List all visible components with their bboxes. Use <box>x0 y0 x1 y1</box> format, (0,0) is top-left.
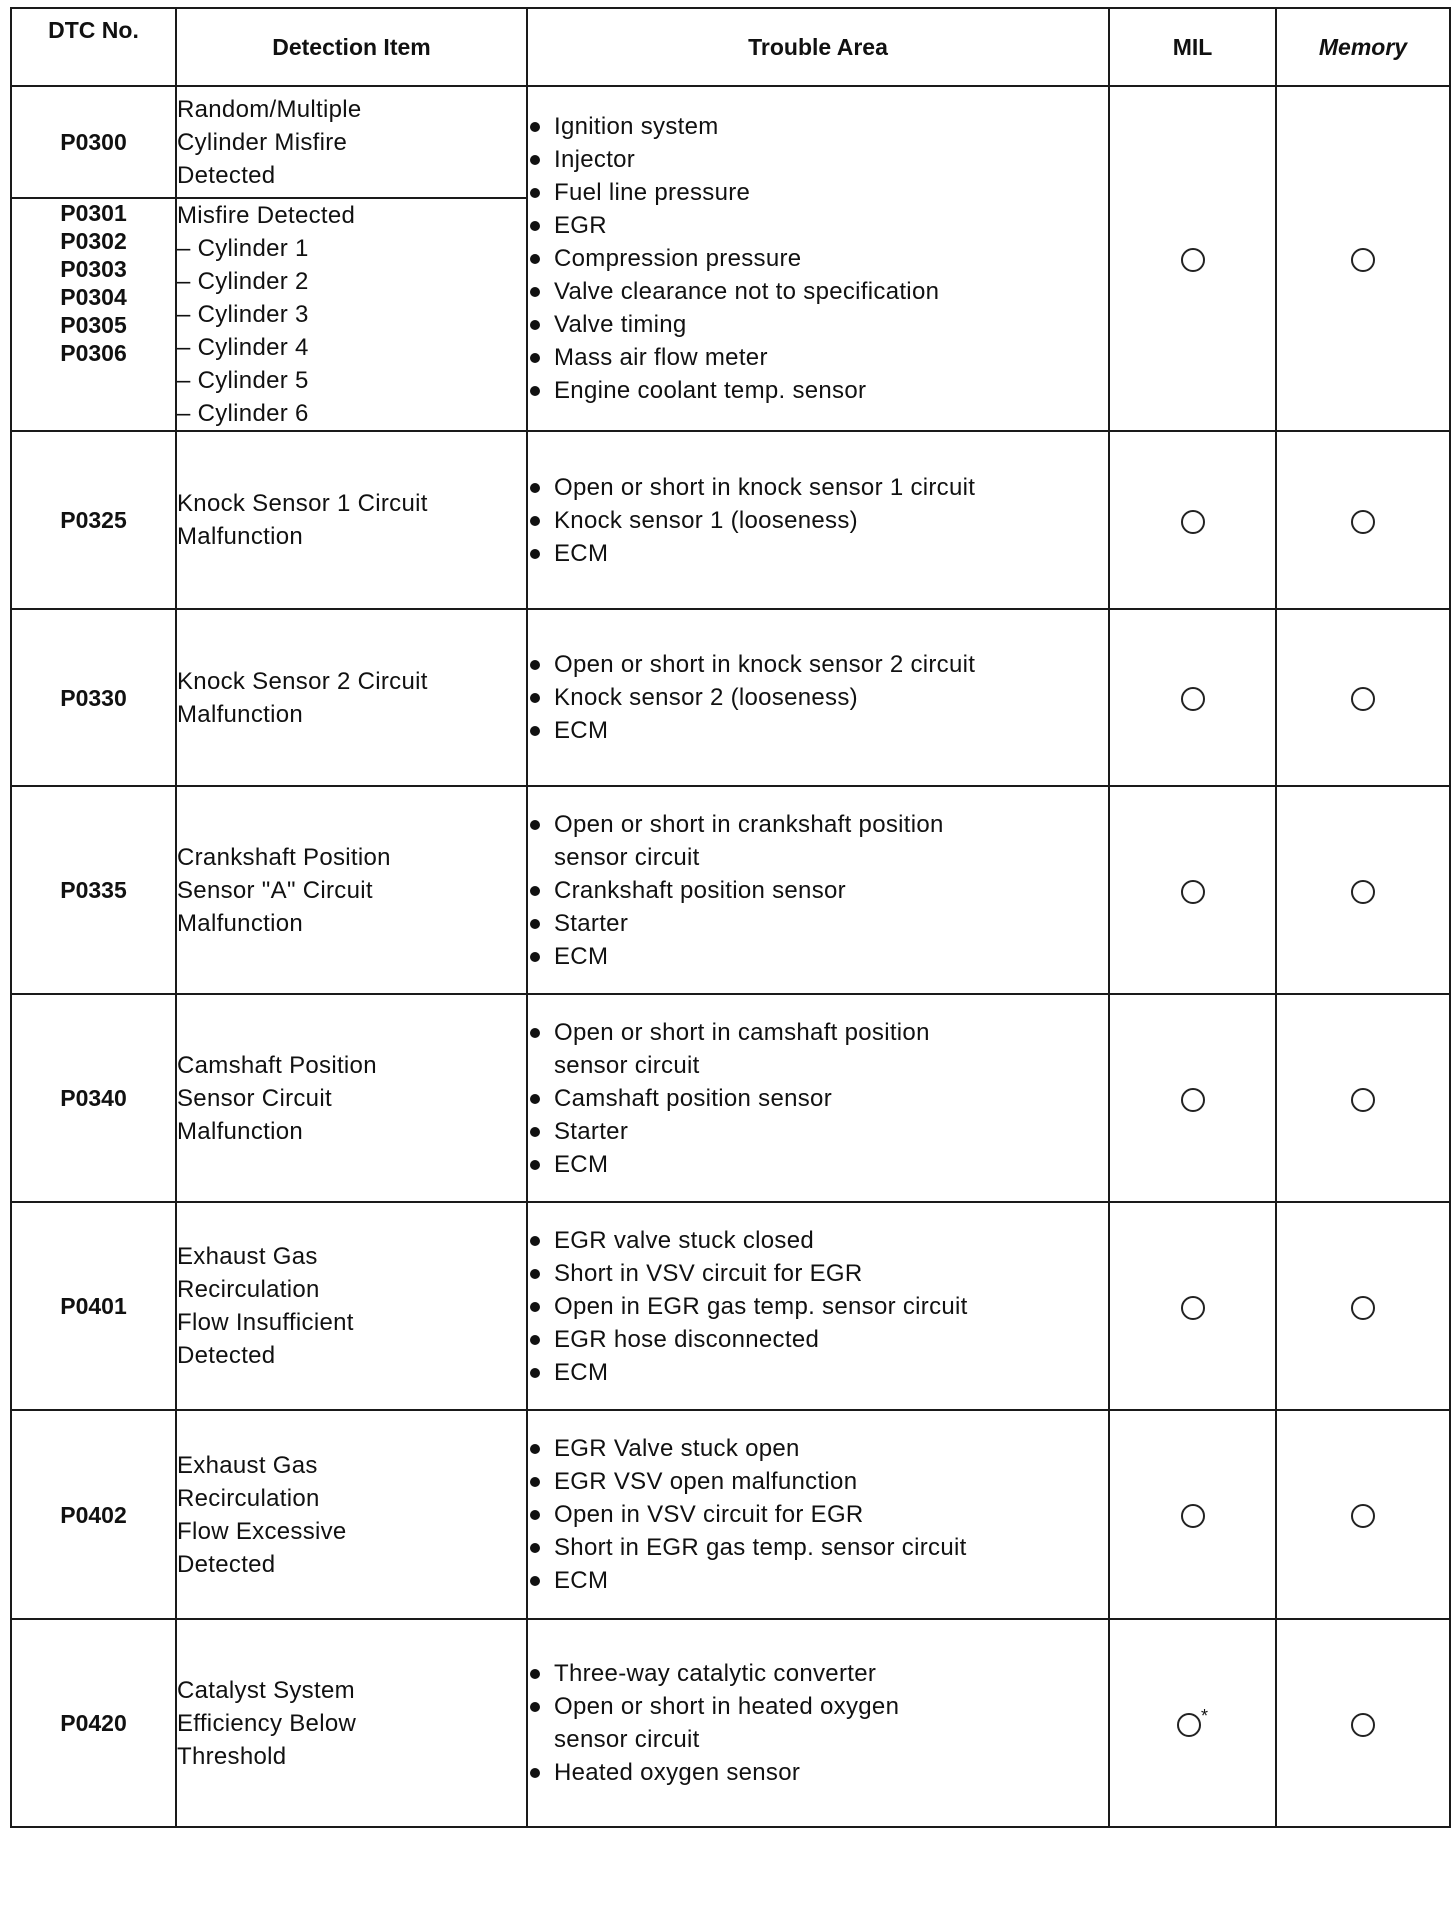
circle-mark-icon <box>1351 1713 1375 1737</box>
mark-value <box>1205 874 1206 875</box>
trouble-area <box>527 1410 1109 1619</box>
circle-mark-icon <box>1351 880 1375 904</box>
table-row <box>11 1410 1450 1619</box>
trouble-list <box>528 110 1108 407</box>
detection-line: Catalyst System <box>177 1676 355 1704</box>
trouble-area <box>527 431 1109 609</box>
trouble-item: ECM <box>528 537 1108 570</box>
trouble-area <box>527 1202 1109 1410</box>
dtc-code-line: P0300 <box>60 129 127 155</box>
table-row <box>11 1202 1450 1410</box>
trouble-item: Compression pressure <box>528 242 1108 275</box>
asterisk-note: * <box>1200 1706 1208 1727</box>
trouble-list <box>528 1224 1108 1389</box>
trouble-area <box>527 994 1109 1202</box>
detection-line: – Cylinder 2 <box>177 268 309 295</box>
mil-mark <box>1109 1202 1276 1410</box>
dtc-code: P0335 <box>11 786 176 994</box>
trouble-item: Engine coolant temp. sensor <box>528 374 1108 407</box>
header-mil: MIL <box>1109 8 1276 86</box>
header-trouble-area: Trouble Area <box>527 8 1109 86</box>
detection-line: Malfunction <box>177 523 304 550</box>
detection-line: Crankshaft Position <box>177 843 391 871</box>
trouble-item: Ignition system <box>528 110 1108 143</box>
trouble-item: Starter <box>528 1115 1108 1148</box>
detection-line: Detected <box>177 161 276 189</box>
mark-value <box>1375 682 1376 683</box>
mil-mark <box>1109 1619 1276 1827</box>
dtc-code: P0402 <box>11 1410 176 1619</box>
trouble-item: Mass air flow meter <box>528 341 1108 374</box>
detection-line: Misfire Detected <box>177 202 356 229</box>
detection-line: Detected <box>177 1342 276 1369</box>
detection-line: Exhaust Gas <box>177 1451 318 1479</box>
detection-line: Detected <box>177 1550 276 1578</box>
trouble-item: EGR Valve stuck open <box>528 1432 1108 1465</box>
detection-line: Malfunction <box>177 1117 304 1145</box>
trouble-list <box>528 808 1108 973</box>
trouble-item: Starter <box>528 907 1108 940</box>
trouble-item: EGR <box>528 209 1108 242</box>
mark-value <box>1205 504 1206 505</box>
mark-value <box>1205 1082 1206 1083</box>
dtc-chart-page <box>10 7 1449 1828</box>
memory-mark <box>1276 994 1450 1202</box>
dtc-code-line: P0302 <box>60 228 127 254</box>
trouble-item: Crankshaft position sensor <box>528 874 1108 907</box>
trouble-area <box>527 609 1109 786</box>
mil-mark <box>1109 786 1276 994</box>
detection-line: Flow Excessive <box>177 1517 347 1545</box>
mark-value <box>1208 1706 1209 1707</box>
memory-mark <box>1276 86 1450 431</box>
trouble-item: Camshaft position sensor <box>528 1082 1108 1115</box>
circle-mark-icon <box>1181 1296 1205 1320</box>
mark-value <box>1375 243 1376 244</box>
trouble-item: EGR VSV open malfunction <box>528 1465 1108 1498</box>
trouble-item: Open or short in heated oxygen sensor circuit <box>528 1690 1108 1756</box>
trouble-list <box>528 1657 1108 1789</box>
detection-line: Efficiency Below <box>177 1709 357 1737</box>
dtc-code-line: P0305 <box>60 312 127 338</box>
table-row <box>11 86 1450 198</box>
trouble-area <box>527 1619 1109 1827</box>
dtc-code-line: P0304 <box>60 284 127 310</box>
memory-mark <box>1276 1619 1450 1827</box>
trouble-list <box>528 471 1108 570</box>
circle-mark-icon <box>1181 1088 1205 1112</box>
mark-value <box>1205 682 1206 683</box>
table-row <box>11 609 1450 786</box>
trouble-list <box>528 1016 1108 1181</box>
circle-mark-icon <box>1351 510 1375 534</box>
detection-line: Flow Insufficient <box>177 1309 354 1336</box>
header-memory: Memory <box>1276 8 1450 86</box>
mark-value <box>1375 874 1376 875</box>
trouble-list <box>528 648 1108 747</box>
circle-mark-icon <box>1351 1088 1375 1112</box>
trouble-item: ECM <box>528 1148 1108 1181</box>
mark-value <box>1375 1707 1376 1708</box>
detection-line: Cylinder Misfire <box>177 128 348 156</box>
circle-mark-icon <box>1351 1504 1375 1528</box>
detection-item <box>176 994 527 1202</box>
trouble-item: Open or short in crankshaft position sensor circuit <box>528 808 1108 874</box>
dtc-code <box>11 86 176 198</box>
dtc-code: P0401 <box>11 1202 176 1410</box>
detection-line: Malfunction <box>177 700 304 728</box>
trouble-item: Injector <box>528 143 1108 176</box>
circle-mark-icon <box>1351 248 1375 272</box>
trouble-item: EGR valve stuck closed <box>528 1224 1108 1257</box>
detection-line: Threshold <box>177 1742 287 1770</box>
dtc-code: P0325 <box>11 431 176 609</box>
circle-mark-icon <box>1181 687 1205 711</box>
trouble-item: Open in EGR gas temp. sensor circuit <box>528 1290 1108 1323</box>
trouble-list <box>528 1432 1108 1597</box>
mil-mark <box>1109 431 1276 609</box>
table-row <box>11 786 1450 994</box>
detection-line: – Cylinder 5 <box>177 367 309 394</box>
circle-mark-icon <box>1177 1713 1201 1737</box>
table-row <box>11 431 1450 609</box>
detection-item <box>176 86 527 198</box>
circle-mark-icon <box>1181 248 1205 272</box>
trouble-item: Open or short in knock sensor 2 circuit <box>528 648 1108 681</box>
detection-line: Knock Sensor 2 Circuit <box>177 667 428 695</box>
trouble-area <box>527 86 1109 431</box>
mark-value <box>1375 1082 1376 1083</box>
mark-value <box>1205 243 1206 244</box>
circle-mark-icon <box>1351 687 1375 711</box>
trouble-item: Valve clearance not to specification <box>528 275 1108 308</box>
detection-line: Sensor Circuit <box>177 1084 332 1112</box>
memory-mark <box>1276 1410 1450 1619</box>
circle-mark-icon <box>1181 510 1205 534</box>
detection-line: Recirculation <box>177 1484 320 1512</box>
detection-line: – Cylinder 6 <box>177 400 309 427</box>
mark-value <box>1375 1499 1376 1500</box>
trouble-item: ECM <box>528 1356 1108 1389</box>
trouble-item: Fuel line pressure <box>528 176 1108 209</box>
trouble-item: ECM <box>528 940 1108 973</box>
trouble-item: ECM <box>528 1564 1108 1597</box>
memory-mark <box>1276 609 1450 786</box>
detection-line: Knock Sensor 1 Circuit <box>177 490 428 517</box>
circle-mark-icon <box>1181 1504 1205 1528</box>
mil-mark <box>1109 1410 1276 1619</box>
trouble-item: Three-way catalytic converter <box>528 1657 1108 1690</box>
mil-mark <box>1109 609 1276 786</box>
header-detection-item: Detection Item <box>176 8 527 86</box>
detection-item <box>176 786 527 994</box>
trouble-item: Open in VSV circuit for EGR <box>528 1498 1108 1531</box>
trouble-item: Short in VSV circuit for EGR <box>528 1257 1108 1290</box>
trouble-item: Valve timing <box>528 308 1108 341</box>
header-row <box>11 8 1450 86</box>
detection-line: Random/Multiple <box>177 95 362 123</box>
dtc-code-line: P0303 <box>60 256 127 282</box>
detection-line: – Cylinder 3 <box>177 301 309 328</box>
mark-value <box>1205 1499 1206 1500</box>
dtc-code-line: P0306 <box>60 340 127 366</box>
dtc-code <box>11 198 176 431</box>
header-dtc-no: DTC No. <box>11 8 176 86</box>
detection-line: – Cylinder 4 <box>177 334 309 361</box>
trouble-item: Heated oxygen sensor <box>528 1756 1108 1789</box>
dtc-code: P0340 <box>11 994 176 1202</box>
trouble-item: Knock sensor 1 (looseness) <box>528 504 1108 537</box>
detection-line: Sensor "A" Circuit <box>177 876 373 904</box>
trouble-item: ECM <box>528 714 1108 747</box>
dtc-table <box>10 7 1451 1828</box>
memory-mark <box>1276 431 1450 609</box>
trouble-item: Open or short in camshaft position sensor circuit <box>528 1016 1108 1082</box>
detection-item <box>176 431 527 609</box>
memory-mark <box>1276 786 1450 994</box>
circle-mark-icon <box>1351 1296 1375 1320</box>
detection-item <box>176 609 527 786</box>
mark-value <box>1375 1290 1376 1291</box>
dtc-code: P0420 <box>11 1619 176 1827</box>
detection-item <box>176 1619 527 1827</box>
trouble-item: Short in EGR gas temp. sensor circuit <box>528 1531 1108 1564</box>
detection-line: Malfunction <box>177 909 304 937</box>
trouble-item: Knock sensor 2 (looseness) <box>528 681 1108 714</box>
detection-line: Exhaust Gas <box>177 1243 318 1270</box>
memory-mark <box>1276 1202 1450 1410</box>
dtc-code-line: P0301 <box>60 200 127 226</box>
table-row <box>11 1619 1450 1827</box>
mil-mark <box>1109 994 1276 1202</box>
detection-line: – Cylinder 1 <box>177 235 309 262</box>
detection-item <box>176 1410 527 1619</box>
dtc-code: P0330 <box>11 609 176 786</box>
circle-mark-icon <box>1181 880 1205 904</box>
trouble-item: Open or short in knock sensor 1 circuit <box>528 471 1108 504</box>
mil-mark <box>1109 86 1276 431</box>
detection-item <box>176 198 527 431</box>
mark-value <box>1205 1290 1206 1291</box>
mark-value <box>1375 504 1376 505</box>
trouble-area <box>527 786 1109 994</box>
detection-line: Recirculation <box>177 1276 320 1303</box>
trouble-item: EGR hose disconnected <box>528 1323 1108 1356</box>
detection-item <box>176 1202 527 1410</box>
table-row <box>11 994 1450 1202</box>
detection-line: Camshaft Position <box>177 1051 377 1079</box>
